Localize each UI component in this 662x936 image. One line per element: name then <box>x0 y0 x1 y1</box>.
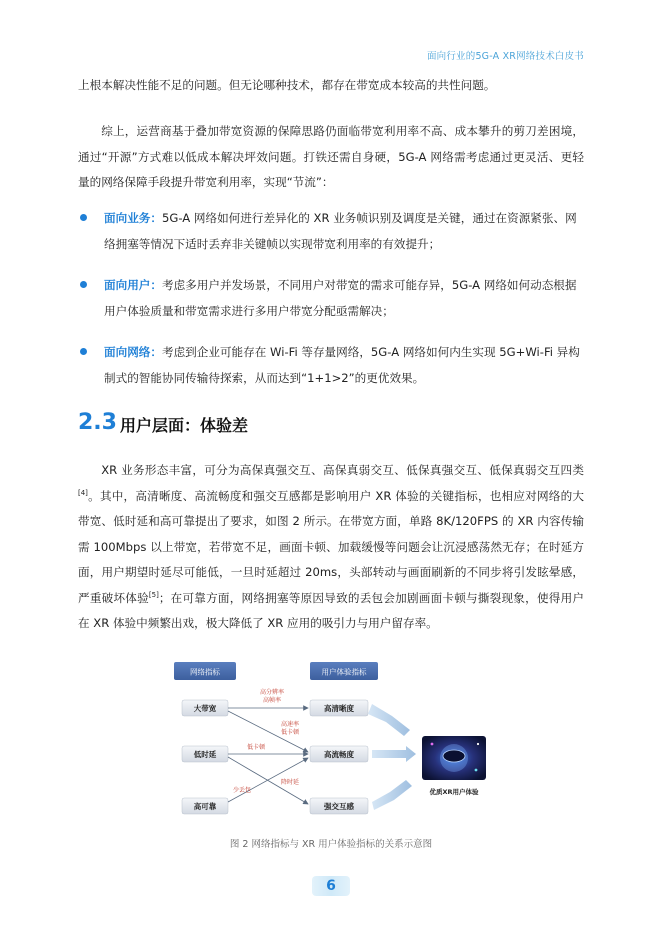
figure-caption: 图 2 网络指标与 XR 用户体验指标的关系示意图 <box>229 839 433 850</box>
paragraph-3-part-a: XR 业务形态丰富，可分为高保真强交互、高保真弱交互、低保真强交互、低保真弱交互四类 <box>101 463 584 477</box>
section-title: 用户层面：体验差 <box>120 416 249 435</box>
edge-label-high-frame-rate: 高帧率 <box>262 697 282 704</box>
experience-result-label: 优质XR用户体验 <box>429 788 479 796</box>
network-metrics-header-label: 网络指标 <box>190 667 220 677</box>
edge-label-high-resolution: 高分辨率 <box>259 689 285 696</box>
edge-label-low-stutter-2: 低卡顿 <box>246 744 266 751</box>
node-large-bandwidth-label: 大带宽 <box>193 704 217 713</box>
bullet-dot <box>80 281 87 288</box>
node-low-latency-label: 低时延 <box>193 750 217 759</box>
big-arrow-middle <box>372 746 416 762</box>
reference-5[interactable]: [5] <box>148 590 159 599</box>
node-high-reliability-label: 高可靠 <box>193 802 217 811</box>
edge-label-less-packet-loss: 少丢包 <box>232 787 252 794</box>
bullet-label: 面向网络： <box>104 345 162 359</box>
reference-4[interactable]: [4] <box>78 488 88 497</box>
paragraph-3-part-b: 。其中，高清晰度、高流畅度和强交互感都是影响用户 XR 体验的关键指标，也相应对网络的大带宽、低时延和高可靠提出了要求，如图 2 所示。在带宽方面，单路 8K/120FPS 的 XR 内容传输需 100Mbps 以上带宽，若带宽不足，画面卡顿、加载缓慢等问题会让沉浸感荡然无存；在时延方面，用户期望时延尽可能低，一旦时延超过 20ms，头部转动与画面刷新的不同步将引发眩晕感，严重破坏体验 <box>78 488 584 605</box>
vr-sparkle <box>477 743 479 745</box>
bullet-item-user <box>104 272 584 324</box>
vr-sparkle <box>475 769 478 772</box>
bullet-text: 5G-A 网络如何进行差异化的 XR 业务帧识别及调度是关键，通过在资源紧张、网络拥塞等情况下适时丢弃非关键帧以实现带宽利用率的有效提升； <box>104 211 577 251</box>
page-number: 6 <box>312 876 350 896</box>
bullet-label: 面向用户： <box>104 278 162 292</box>
node-high-fluency-label: 高流畅度 <box>324 750 354 759</box>
experience-metrics-header-label: 用户体验指标 <box>321 667 367 677</box>
node-high-definition-label: 高清晰度 <box>324 704 354 713</box>
bullet-label: 面向业务： <box>104 211 162 225</box>
paragraph-1: 上根本解决性能不足的问题。但无论哪种技术，都存在带宽成本较高的共性问题。 <box>78 78 496 92</box>
edge-label-high-rate: 高速率 <box>280 721 300 728</box>
edge-label-reduce-latency: 降时延 <box>280 779 300 786</box>
bullet-item-network <box>104 339 584 391</box>
bullet-dot <box>80 214 87 221</box>
document-header: 面向行业的5G-A XR网络技术白皮书 <box>426 51 584 62</box>
section-number: 2.3 <box>78 410 117 435</box>
paragraph-3 <box>78 458 584 637</box>
node-strong-interaction-label: 强交互感 <box>324 802 354 811</box>
paragraph-2: 综上，运营商基于叠加带宽资源的保障思路仍面临带宽利用率不高、成本攀升的剪刀差困境，通过“开源”方式难以低成本解决坪效问题。打铁还需自身硬，5G-A 网络需考虑通过更灵活、更轻量的网络保障手段提升带宽利用率，实现“节流”： <box>78 124 584 189</box>
vr-sparkle <box>431 743 434 746</box>
vr-headset-icon <box>443 750 465 762</box>
edge-label-low-stutter-1: 低卡顿 <box>280 729 300 736</box>
bullet-dot <box>80 348 87 355</box>
bullet-text: 考虑到企业可能存在 Wi-Fi 等存量网络，5G-A 网络如何内生实现 5G+Wi-Fi 异构制式的智能协同传输待探索，从而达到“1+1>2”的更优效果。 <box>104 345 580 385</box>
network-experience-diagram <box>160 656 510 826</box>
big-arrow-bottom <box>372 780 412 810</box>
paragraph-3-part-c: ；在可靠方面，网络拥塞等原因导致的丢包会加剧画面卡顿与撕裂现象，使得用户在 XR 体验中频繁出戏，极大降低了 XR 应用的吸引力与用户留存率。 <box>78 590 584 630</box>
bullet-text: 考虑多用户并发场景，不同用户对带宽的需求可能存异，5G-A 网络如何动态根据用户体验质量和带宽需求进行多用户带宽分配亟需解决； <box>104 278 577 318</box>
bullet-item-business <box>104 205 584 257</box>
big-arrow-top <box>368 704 410 736</box>
